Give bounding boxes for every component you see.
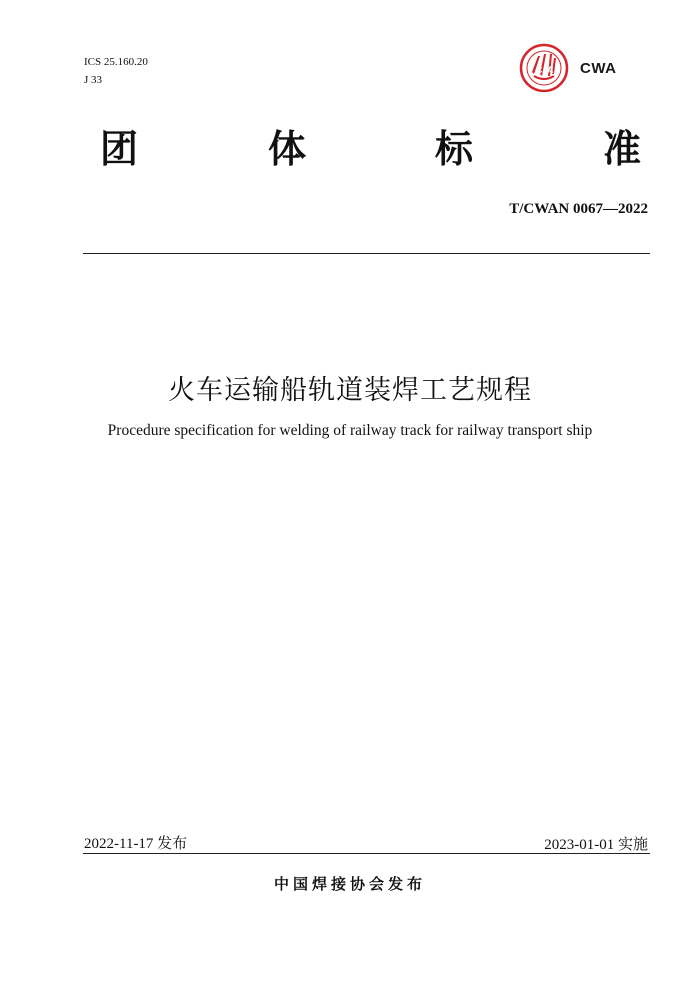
header-divider — [83, 253, 650, 254]
document-title-cn: 火车运输船轨道装焊工艺规程 — [168, 375, 532, 406]
publish-date: 2022-11-17 发布 — [84, 836, 188, 852]
cwa-seal-icon — [518, 42, 578, 92]
title-type-char-2: 体 — [268, 127, 307, 171]
title-type-char-4: 准 — [603, 127, 642, 171]
effective-date: 2023-01-01 实施 — [544, 837, 648, 853]
svg-text:C: C — [536, 65, 543, 75]
document-title-en: Procedure specification for welding of railway track for railway transport ship — [107, 422, 593, 439]
ccs-code: J 33 — [84, 74, 103, 86]
standard-number: T/CWAN 0067—2022 — [509, 201, 648, 217]
title-type-char-3: 标 — [435, 127, 474, 171]
publisher: 中国焊接协会发布 — [273, 875, 426, 893]
cwa-logo-text: CWA — [580, 60, 617, 77]
ics-code: ICS 25.160.20 — [84, 56, 148, 68]
svg-text:A: A — [547, 65, 554, 75]
title-type-char-1: 团 — [100, 127, 139, 171]
footer-divider — [83, 853, 650, 854]
